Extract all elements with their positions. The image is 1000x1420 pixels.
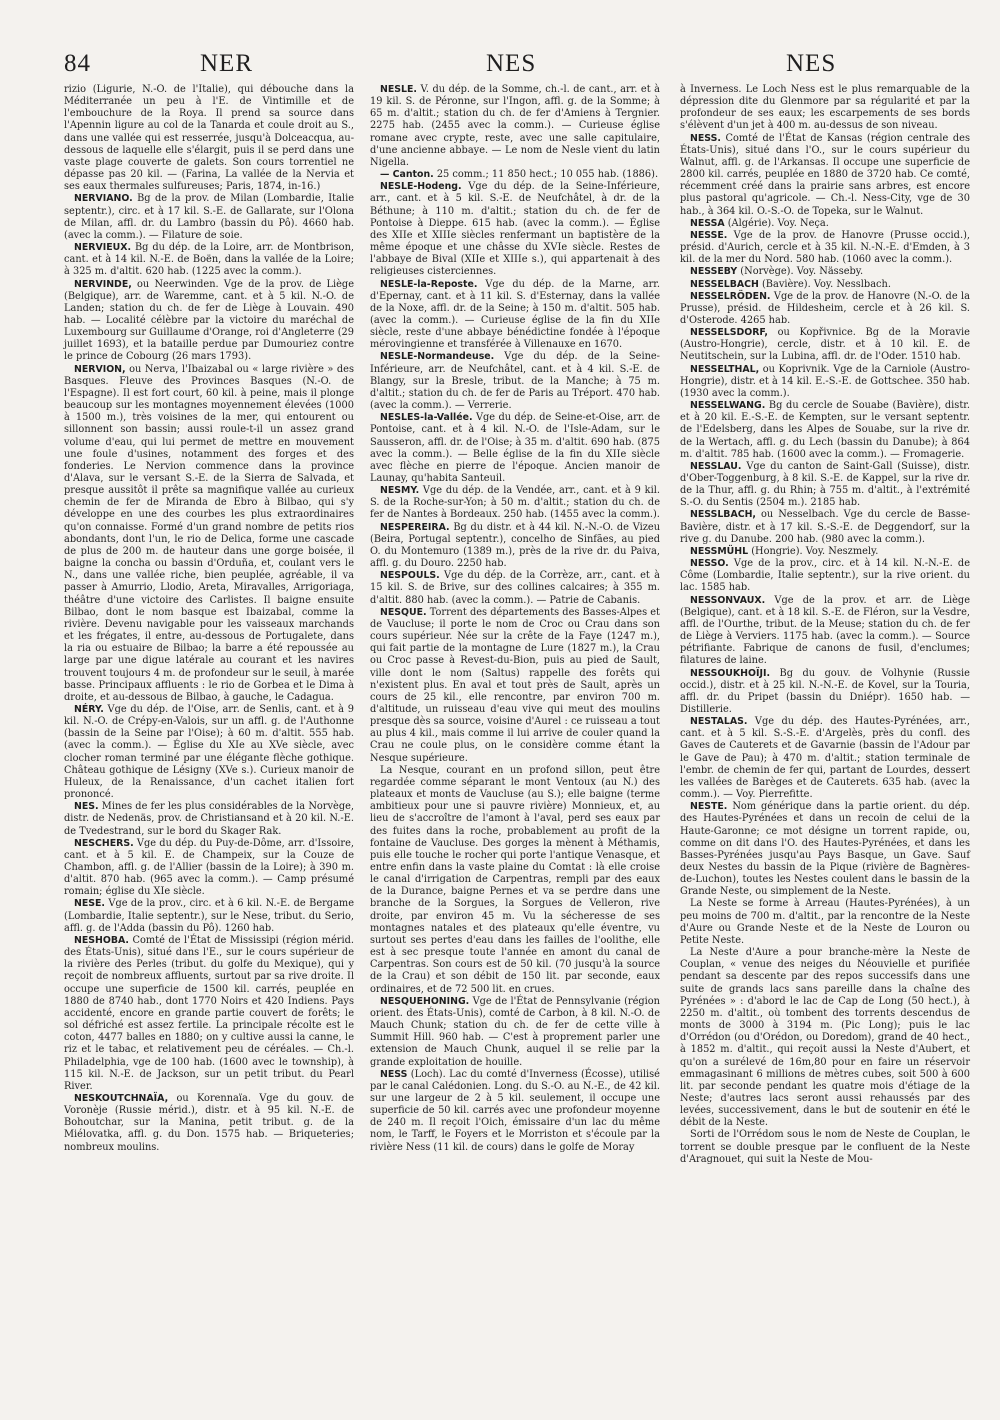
entry-headword: NERVIEUX.	[74, 242, 132, 254]
column-left	[64, 84, 354, 1154]
entry-text: (Hongrie). Voy. Neszmely.	[751, 545, 879, 557]
dictionary-entry	[64, 242, 354, 278]
dictionary-entry	[64, 1093, 354, 1154]
entry-headword: NESQUE.	[380, 606, 427, 618]
entry-headword: NESSELBACH	[690, 278, 759, 290]
dictionary-entry	[680, 509, 970, 545]
dictionary-entry	[680, 546, 970, 558]
entry-text: à Inverness. Le Loch Ness est le plus remarquable de la dépression dite du Glenmore par sa régularité et par la profondeur de ses eaux; les escarpements de ses bords s'élèvent d'un jet à 400 m. au-dessus de son niveau.	[680, 84, 970, 132]
entry-headword: NERVINDE,	[74, 278, 132, 290]
dictionary-entry	[64, 935, 354, 1093]
dictionary-entry	[680, 230, 970, 266]
entry-text: Bg du distr. et à 44 kil. N.-N.-O. de Vizeu (Beira, Portugal septentr.), concelho de Sinfães, au pied O. du Montemuro (1389 m.), près de la rive dr. du Paiva, affl. g. du Douro. 2250 hab.	[370, 521, 660, 570]
dictionary-entry	[64, 801, 354, 837]
entry-text: Vge du dép. de la Marne, arr. d'Epernay, cant. et à 11 kil. S. d'Esternay, dans la vallée de la Noxe, affl. dr. de la Seine; à 150 m. d'altit. 505 hab. (avec la comm.). — Curieuse église de la fin du XIIe siècle, reste d'une abbaye bénédictine fondée à l'époque mérovingienne et transférée à Villenauxe en 1670.	[370, 278, 660, 351]
page-number: 84	[64, 50, 91, 77]
running-head-middle: NES	[486, 50, 537, 77]
dictionary-entry	[370, 607, 660, 765]
column-right	[680, 84, 970, 1166]
entry-headword: NESLE-Hodeng.	[380, 181, 462, 193]
entry-text: Bg du gouv. de Volhynie (Russie occid.), distr. et à 25 kil. N.-N.-E. de Kovel, sur la Touria, affl. dr. du Pripet (bassin du Dniépr). 1650 hab. — Distillerie.	[680, 667, 970, 715]
dictionary-entry	[680, 291, 970, 327]
entry-headword: NESTALAS.	[690, 716, 748, 728]
dictionary-entry	[680, 133, 970, 218]
dictionary-entry	[680, 364, 970, 400]
dictionary-entry	[370, 84, 660, 169]
entry-text: Vge du dép. de la Seine-Inférieure, arr., cant. et à 5 kil. S.-E. de Neufchâtel, à dr. de la Béthune; à 110 m. d'altit.; station du ch. de fer de Pontoise à Dieppe. 615 hab. (avec la comm.). — Église des XIIe et XIIIe siècles renfermant un baptistère de la même époque et une châsse du XVIe siècle. Restes de l'abbaye de Bival (XIIe et XIIIe s.), qui appartenait à des religieuses cisterciennes.	[370, 181, 660, 278]
entry-text: Bg de la prov. de Milan (Lombardie, Italie septentr.), circ. et à 17 kil. S.-E. de Gallarate, sur l'Olona de Milan, affl. dr. du Lambro (bassin du Pô). 4660 hab. (avec la comm.). — Filature de soie.	[64, 193, 354, 241]
dictionary-entry	[370, 351, 660, 412]
entry-headword: NÉRY.	[74, 703, 104, 715]
entry-text: Vge du dép. de la Corrèze, arr., cant. et à 15 kil. S. de Brive, sur des collines calcaires; à 355 m. d'altit. 880 hab. (avec la comm.). — Patrie de Cabanis.	[370, 570, 660, 606]
column-middle	[370, 84, 660, 1154]
running-head-left: NER	[200, 50, 253, 77]
dictionary-entry	[680, 400, 970, 461]
dictionary-entry	[370, 181, 660, 278]
dictionary-entry	[680, 461, 970, 510]
entry-text: Comté de l'État de Kansas (région centrale des États-Unis), situé dans l'O., sur le cours supérieur du Walnut, affl. g. de l'Arkansas. Il occupe une superficie de 2800 kil. carrés, peuplée en 1880 de 3720 hab. Ce comté, récemment créé dans la prairie sans arbres, est encore plus pastoral qu'agricole. — Ch.-l. Ness-City, vge de 30 hab., à 364 kil. O.-S.-O. de Topeka, sur le Walnut.	[680, 132, 970, 217]
entry-text: (Norvège). Voy. Nässeby.	[740, 266, 864, 278]
entry-headword: NESQUEHONING.	[380, 995, 470, 1007]
dictionary-entry	[370, 169, 660, 181]
entry-headword: NESS	[380, 1068, 408, 1080]
dictionary-entry	[680, 668, 970, 717]
dictionary-entry	[680, 947, 970, 1129]
dictionary-entry	[680, 1129, 970, 1165]
entry-text: La Nesque, courant en un profond sillon, peut être regardée comme séparant le mont Ventoux (au N.) des plateaux et monts de Vaucluse (au S.); elle baigne (terme ambitieux pour une si pauvre rivière) Monnieux, et, au lieu de s'accroître de l'amont à l'aval, perd ses eaux par des fuites dans la roche, probablement au profit de la fontaine de Vaucluse. Des gorges la mènent à Méthamis, puis elle touche le rocher qui porte l'antique Venasque, et entre enfin dans la vaste plaine du Comtat : là elle croise le canal d'irrigation de Carpentras, rempli par des eaux de la Durance, baigne Pernes et va se perdre dans une branche de la Sorgues, la Sorgues de Velleron, rive droite, par environ 45 m. Vu la sécheresse de ses montagnes natales et des plateaux qu'elle éventre, vu surtout ses pertes d'eau dans les failles de l'oolithe, elle est à sec presque toute l'année en amont du canal de Carpentras. Son cours est de 50 kil. (70 jusqu'à la source de la Crau) et son débit de 150 lit. par seconde, eaux ordinaires, et de 72 500 lit. en crues.	[370, 764, 660, 995]
entry-headword: NESLES-la-Vallée.	[380, 412, 473, 424]
entry-text: La Neste d'Aure a pour branche-mère la Neste de Couplan, « venue des neiges du Néouvielle et purifiée pendant sa descente par des repos successifs dans une suite de grands lacs sans pareille dans la chaîne des Pyrénées » : d'abord le lac de Cap de Long (50 hect.), à 2250 m. d'altit., où tombent des torrents descendus de monts de 3000 à 3194 m. (Pic Long); puis le lac d'Orrédon (ou d'Orédon, ou Doredom), grand de 40 hect., à 1852 m. d'altit., qui reçoit aussi la Neste d'Aubert, et qu'on a surélevé de 16m,80 pour en faire un réservoir emmagasinant 6 millions de mètres cubes, soit 500 à 600 lit. par seconde pendant les quatre mois d'étiage de la Neste; d'autres lacs seront aussi rehaussés par des levées, successivement, dans le but de soutenir en été le débit de la Neste.	[680, 947, 970, 1129]
dictionary-entry	[680, 327, 970, 363]
dictionary-entry	[64, 838, 354, 899]
dictionary-entry	[370, 279, 660, 352]
entry-headword: NESSONVAUX.	[690, 594, 766, 606]
dictionary-entry	[64, 364, 354, 704]
entry-headword: NERVIANO.	[74, 193, 133, 205]
entry-headword: NESE.	[74, 898, 105, 910]
entry-text: ou Korennaïa. Vge du gouv. de Voronèje (Russie mérid.), distr. et à 95 kil. N.-E. de Bohoutchar, sur la Manina, petit tribut. g. de la Miélovatka, affl. g. du Don. 1575 hab. — Briqueteries; nombreux moulins.	[64, 1092, 354, 1153]
entry-text: Mines de fer les plus considérables de la Norvège, distr. de Nedenäs, prov. de Christiansand et à 20 kil. N.-E. de Tvedestrand, sur le bord du Skager Rak.	[64, 801, 354, 837]
entry-headword: NESSE.	[690, 229, 728, 241]
entry-headword: NESSOUKHOÏJI.	[690, 667, 771, 679]
dictionary-entry	[680, 279, 970, 291]
entry-text: Vge du canton de Saint-Gall (Suisse), distr. d'Ober-Toggenburg, à 8 kil. S.-E. de Kappel, sur la rive dr. de la Thur, affl. g. du Rhin; à 755 m. d'altit., à l'extrémité S.-O. du Sentis (2504 m.). 2185 hab.	[680, 460, 970, 509]
entry-text: Vge du dép. du Puy-de-Dôme, arr. d'Issoire, cant. et à 5 kil. E. de Champeix, sur la Couze de Chambon, affl. g. de l'Allier (bassin de la Loire); à 390 m. d'altit. 870 hab. (965 avec la comm.). — Camp présumé romain; église du XIe siècle.	[64, 837, 354, 898]
entry-headword: NESSELRÖDEN.	[690, 290, 771, 302]
entry-headword: NESSELWANG.	[690, 400, 766, 412]
entry-text: Sorti de l'Orrédom sous le nom de Neste de Couplan, le torrent se double presque par le confluent de la Neste d'Aragnouet, qui suit la Neste de Mou-	[680, 1129, 970, 1165]
entry-text: ou Kopřivnice. Bg de la Moravie (Austro-Hongrie), cercle, distr. et à 10 kil. E. de Neutitschein, sur la Lubina, affl. dr. de l'Oder. 1510 hab.	[680, 327, 970, 363]
dictionary-entry	[370, 485, 660, 521]
entry-headword: NESSMÜHL	[690, 545, 749, 557]
entry-text: (Loch). Lac du comté d'Inverness (Écosse), utilisé par le canal Calédonien. Long. du S.-O. au N.-E., de 42 kil. sur une largeur de 2 à 5 kil. seulement, il occupe une superficie de 50 kil. carrés avec une profondeur moyenne de 240 m. Il reçoit l'Oich, émissaire d'un lac du même nom, le Tarff, le Foyers et le Morriston et s'écoule par la rivière Ness (11 kil. de cours) dans le golfe de Moray	[370, 1068, 660, 1153]
dictionary-entry	[680, 218, 970, 230]
entry-headword: NESLE-Normandeuse.	[380, 351, 495, 363]
dictionary-entry	[680, 595, 970, 668]
dictionary-entry	[680, 801, 970, 898]
entry-headword: NES.	[74, 801, 99, 813]
dictionary-entry	[64, 279, 354, 364]
entry-headword: NESPEREIRA.	[380, 521, 450, 533]
entry-headword: — Canton.	[380, 169, 434, 181]
entry-text: (Algérie). Voy. Neça.	[727, 217, 829, 229]
running-head-right: NES	[786, 50, 837, 77]
entry-headword: NESLE-la-Reposte.	[380, 278, 478, 290]
entry-headword: NESSLBACH,	[690, 509, 756, 521]
entry-text: ou Nesselbach. Vge du cercle de Basse-Bavière, distr. et à 17 kil. S.-S.-E. de Deggendorf, sur la rive g. du Danube. 200 hab. (980 avec la comm.).	[680, 509, 971, 545]
entry-text: Comté de l'État de Mississipi (région mérid. des États-Unis), situé dans l'E., sur le cours supérieur de la rivière des Perles (tribut. du golfe du Mexique), qui y reçoit de nombreux affluents, surtout par sa rive droite. Il occupe une superficie de 1500 kil. carrés, peuplée en 1880 de 8740 hab., dont 1770 Noirs et 420 Indiens. Pays accidenté, encore en grande partie couvert de forêts; le sol défriché est assez fertile. La principale récolte est le coton, 4477 balles en 1880; on y cultive aussi la canne, le riz et le tabac, et relativement peu de céréales. — Ch.-l. Philadelphia, vge de 100 hab. (1600 avec le township), à 115 kil. N.-E. de Jackson, sur un petit tribut. du Pearl River.	[64, 934, 354, 1092]
entry-text: Vge du dép. de la Vendée, arr., cant. et à 9 kil. S. de la Roche-sur-Yon; à 50 m. d'altit.; station du ch. de fer de Nantes à Bordeaux. 250 hab. (1455 avec la comm.).	[370, 485, 660, 521]
entry-headword: NESS.	[690, 132, 721, 144]
entry-text: Vge de la prov., circ. et à 14 kil. N.-N.-E. de Côme (Lombardie, Italie septentr.), sur la rive orient. du lac. 1585 hab.	[680, 558, 970, 594]
entry-text: Vge du dép. de l'Oise, arr. de Senlis, cant. et à 9 kil. N.-O. de Crépy-en-Valois, sur un affl. g. de l'Authonne (bassin de la Seine par l'Oise); à 60 m. d'altit. 555 hab. (avec la comm.). — Église du XIe au XVe siècle, avec clocher roman terminé par une élégante flèche gothique. Château gothique de Lésigny (XVe s.). Curieux manoir de Huleux, de la Renaissance, d'un cachet italien fort prononcé.	[64, 703, 354, 801]
entry-headword: NESSLAU.	[690, 460, 742, 472]
dictionary-entry	[370, 765, 660, 996]
dictionary-entry	[64, 704, 354, 801]
dictionary-entry	[370, 1069, 660, 1154]
entry-text: ou Neerwinden. Vge de la prov. de Liège (Belgique), arr. de Waremme, cant. et à 5 kil. N.-O. de Landen; station du ch. de fer de Liège à Louvain. 490 hab. — Localité célèbre par la victoire du maréchal de Luxembourg sur Guillaume d'Orange, roi d'Angleterre (29 juillet 1693), et la bataille perdue par Dumouriez contre le prince de Cobourg (26 mars 1793).	[64, 278, 354, 363]
entry-headword: NESTE.	[690, 801, 728, 813]
entry-headword: NESCHERS.	[74, 837, 134, 849]
entry-text: V. du dép. de la Somme, ch.-l. de cant., arr. et à 19 kil. S. de Péronne, sur l'Ingon, affl. g. de la Somme; à 65 m. d'altit.; station du ch. de fer d'Amiens à Tergnier. 2275 hab. (2455 avec la comm.). — Curieuse église romane avec crypte, reste, avec une salle capitulaire, d'une ancienne abbaye. — Le nom de Nesle vient du latin Nigella.	[370, 84, 660, 168]
dictionary-entry	[680, 898, 970, 947]
dictionary-entry	[370, 412, 660, 485]
entry-text: Bg du cercle de Souabe (Bavière), distr. et à 20 kil. E.-S.-E. de Kempten, sur le versant septentr. de l'Edelsberg, dans les Alpes de Souabe, sur la rive dr. de la Wertach, affl. g. du Lech (bassin du Danube); à 864 m. d'altit. 785 hab. (1600 avec la comm.). — Fromagerie.	[680, 400, 970, 460]
entry-headword: NESPOULS.	[380, 570, 440, 582]
dictionary-entry	[680, 558, 970, 594]
entry-text: Vge du dép. de Seine-et-Oise, arr. de Pontoise, cant. et à 4 kil. N.-O. de l'Isle-Adam, sur le Sausseron, affl. dr. de l'Oise; à 35 m. d'altit. 690 hab. (875 avec la comm.). — Belle église de la fin du XIIe siècle avec flèche en pierre de l'époque. Ancien manoir de Launay, qu'habita Santeuil.	[370, 412, 660, 484]
dictionary-entry	[370, 996, 660, 1069]
entry-headword: NERVION,	[74, 363, 126, 375]
entry-headword: NESHOBA.	[74, 934, 129, 946]
entry-headword: NESSEBY	[690, 266, 738, 278]
entry-text: Vge de la prov., circ. et à 6 kil. N.-E. de Bergame (Lombardie, Italie septentr.), sur le Nese, tribut. du Serio, affl. g. de l'Adda (bassin du Pô). 1260 hab.	[64, 898, 354, 934]
dictionary-entry	[64, 898, 354, 934]
dictionary-entry	[680, 266, 970, 278]
dictionary-entry	[370, 570, 660, 606]
entry-headword: NESSELTHAL,	[690, 363, 760, 375]
entry-text: Vge de la prov. de Hanovre (Prusse occid.), présid. d'Aurich, cercle et à 35 kil. N.-N.-E. d'Emden, à 3 kil. de la mer du Nord. 580 hab. (1060 avec la comm.).	[680, 229, 970, 266]
dictionary-entry	[64, 84, 354, 193]
dictionary-entry	[680, 84, 970, 133]
dictionary-entry	[370, 522, 660, 571]
entry-text: Vge de la prov. et arr. de Liège (Belgique), cant. et à 18 kil. S.-E. de Fléron, sur la Vesdre, affl. de l'Ourthe, tribut. de la Meuse; station du ch. de fer de Liège à Verviers. 1175 hab. (avec la comm.). — Source pétrifiante. Fabrique de canons de fusil, d'enclumes; filatures de laine.	[680, 594, 970, 667]
entry-text: Bg du dép. de la Loire, arr. de Montbrison, cant. et à 14 kil. N.-E. de Boën, dans la vallée de la Loire; à 325 m. d'altit. 620 hab. (1225 avec la comm.).	[64, 242, 354, 278]
entry-headword: NESMY.	[380, 485, 420, 497]
entry-text: Vge de la prov. de Hanovre (N.-O. de la Prusse), présid. de Hildesheim, cercle et à 26 kil. S. d'Osterode. 4265 hab.	[680, 290, 970, 326]
entry-text: Vge du dép. de la Seine-Inférieure, arr. de Neufchâtel, cant. et à 4 kil. S.-E. de Blangy, sur la Bresle, tribut. de la Manche; à 75 m. d'altit.; station du ch. de fer de Paris au Tréport. 470 hab. (avec la comm.). — Verrerie.	[370, 351, 660, 412]
entry-headword: NESSELSDORF,	[690, 327, 768, 339]
entry-text: Torrent des départements des Basses-Alpes et de Vaucluse; il porte le nom de Croc ou Crau dans son cours supérieur. Née sur la crête de la Faye (1247 m.), qui fait partie de la montagne de Lure (1827 m.), la Crau ou Croc passe à Revest-du-Bion, puis au pied de Sault, ville dont le nom (Saltus) rappelle des forêts qui n'existent plus. En aval et tout près de Sault, après un cours de 25 kil., elle rencontre, par environ 700 m. d'altitude, un ruisseau d'eau vive qui meut des moulins presque dès sa source, voisine d'Aurel : ce ruisseau a tout au plus 4 kil., mais comme il lui arrive de couler quand la Crau ne coule plus, on le considère comme étant la Nesque supérieure.	[370, 606, 660, 764]
entry-headword: NESSO.	[690, 558, 729, 570]
entry-text: rizio (Ligurie, N.-O. de l'Italie), qui débouche dans la Méditerranée un peu à l'E. de Vintimille et de l'embouchure de la Roya. Il prend sa source dans l'Apennin ligure au col de la Tanarda et coule droit au S., dans une vallée qui est resserrée, jusqu'à Dolceacqua, au-dessous de laquelle elle s'élargit, puis il se perd dans une vaste plage couverte de galets. Son cours torrentiel ne dépasse pas 20 kil. — (Farina, La vallée de la Nervia et ses eaux thermales sulfureuses; Paris, 1874, in-16.)	[64, 84, 354, 193]
entry-headword: NESLE.	[380, 84, 417, 95]
entry-text: Vge de l'État de Pennsylvanie (région orient. des États-Unis), comté de Carbon, à 8 kil. N.-O. de Mauch Chunk; station du ch. de fer de cette ville à Summit Hill. 960 hab. — C'est à proprement parler une extension de Mauch Chunk, auquel il se relie par la grande exploitation de houille.	[370, 995, 660, 1068]
entry-text: ou Nerva, l'Ibaizabal ou « large rivière » des Basques. Fleuve des Provinces Basques (N.-O. de l'Espagne). Il est fort court, 60 kil. à peine, mais il plonge beaucoup sur les montagnes moyennement élevées (1000 à 1500 m.), très voisines de la mer, qui entourent ou sillonnent son bassin; aussi roule-t-il un assez grand volume d'eau, qui lui permet de mettre en mouvement une foule d'usines, notamment des forges et des fonderies. Le Nervion commence dans la province d'Alava, sur le versant S.-E. de la Sierra de Salvada, et presque aussitôt il prête sa magnifique vallée au curieux chemin de fer de Miranda de Ebro à Bilbao, qui s'y développe en une des courbes les plus extraordinaires qu'on connaisse. Formé d'un grand nombre de petits rios abondants, dont l'un, le rio de Delica, forme une cascade de plus de 200 m. de hauteur dans une gorge boisée, il baigne la concha ou bassin d'Orduña, et, coulant vers le N., dans une vallée riche, bien peuplée, agréable, il va passer à Amurrio, Llodio, Areta, Miravalles, Arrigoriaga, théâtre d'une victoire des Carlistes. Il baigne ensuite Bilbao, dont le nom basque est Ibaizabal, comme la rivière. Devenu navigable pour les vaisseaux marchands et les frégates, il entre, au-dessous de Portugalete, dans la ria ou estuaire de Bilbao; la barre a été repoussée au large par une digue latérale au courant et les navires trouvent toujours 4 m. de profondeur sur le seuil, à marée basse. Principaux affluents : le rio de Gorbea et le Dima à droite, et au-dessous de Bilbao, à gauche, le Cadagua.	[64, 363, 354, 703]
entry-headword: NESSA	[690, 217, 725, 229]
entry-text: (Bavière). Voy. Nesslbach.	[761, 278, 891, 290]
entry-text: ou Koprivnik. Vge de la Carniole (Austro-Hongrie), distr. et à 14 kil. E.-S.-E. de Gottschee. 350 hab. (1930 avec la comm.).	[680, 363, 970, 399]
dictionary-entry	[680, 716, 970, 801]
entry-text: La Neste se forme à Arreau (Hautes-Pyrénées), à un peu moins de 700 m. d'altit., par la rencontre de la Neste d'Aure ou Grande Neste et de la Neste de Louron ou Petite Neste.	[680, 898, 970, 946]
entry-text: Nom générique dans la partie orient. du dép. des Hautes-Pyrénées et dans un recoin de celui de la Haute-Garonne; ce mot désigne un torrent rapide, ou, comme on dit dans l'O. des Hautes-Pyrénées, et dans les Basses-Pyrénées jusqu'au Pays Basque, un Gave. Sauf deux Nestes du bassin de la Pique (rivière de Bagnères-de-Luchon), toutes les Nestes coulent dans le bassin de la Grande Neste, ou simplement de la Neste.	[680, 801, 970, 898]
dictionary-entry	[64, 193, 354, 242]
entry-text: 25 comm.; 11 850 hect.; 10 055 hab. (1886).	[436, 169, 659, 181]
entry-headword: NESKOUTCHNAÏA,	[74, 1092, 169, 1104]
entry-text: Vge du dép. des Hautes-Pyrénées, arr., cant. et à 5 kil. S.-S.-E. d'Argelès, près du confl. des Gaves de Cauterets et de Gavarnie (bassin de l'Adour par le Gave de Pau); à 470 m. d'altit.; station terminale de l'embr. de chemin de fer qui, partant de Lourdes, dessert les vallées de Barèges et de Cauterets. 635 hab. (avec la comm.). — Voy. Pierrefitte.	[680, 716, 970, 801]
